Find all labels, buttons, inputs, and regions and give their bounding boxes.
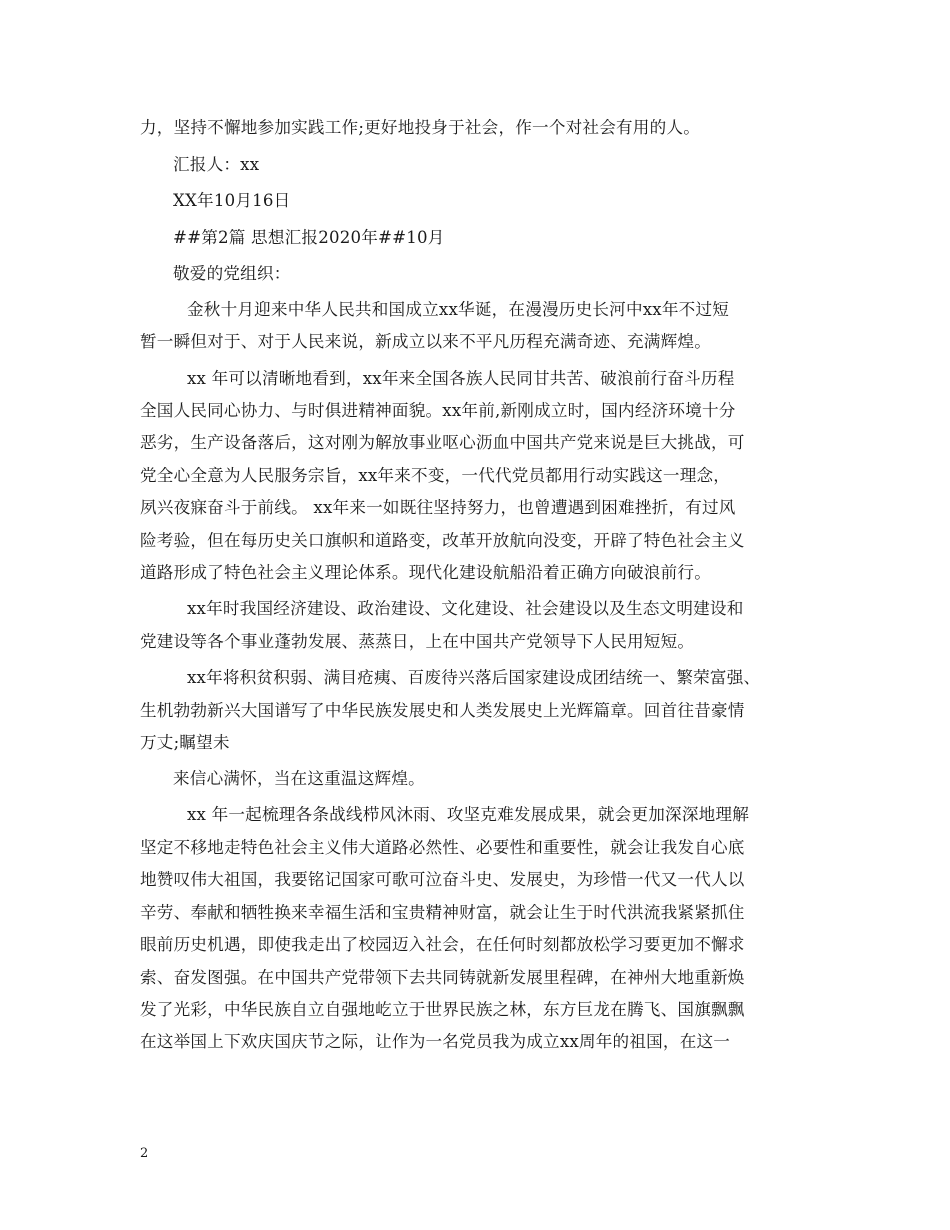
- reporter-line: 汇报人：xx: [173, 155, 260, 174]
- text-line: 险考验，但在每历史关口旗帜和道路变，改革开放航向没变，开辟了特色社会主义: [140, 531, 745, 550]
- text-line: 坚定不移地走特色社会主义伟大道路必然性、必要性和重要性，就会让我发自心底: [140, 838, 745, 857]
- text-line: xx 年可以清晰地看到，xx年来全国各族人民同甘共苦、破浪前行奋斗历程: [187, 369, 735, 388]
- text-line: 发了光彩，中华民族自立自强地屹立于世界民族之林，东方巨龙在腾飞、国旗飘飘: [140, 1000, 745, 1019]
- text-line: 力，坚持不懈地参加实践工作;更好地投身于社会，作一个对社会有用的人。: [140, 118, 700, 137]
- text-line: 暂一瞬但对于、对于人民来说，新成立以来不平凡历程充满奇迹、充满辉煌。: [140, 332, 711, 351]
- page-number: 2: [140, 1146, 149, 1161]
- text-line: 党全心全意为人民服务宗旨，xx年来不变，一代代党员都用行动实践这一理念，: [140, 466, 731, 485]
- text-line: xx年将积贫积弱、满目疮痍、百废待兴落后国家建设成团结统一、繁荣富强、: [187, 668, 761, 687]
- text-line: 全国人民同心协力、与时俱进精神面貌。xx年前,新刚成立时，国内经济环境十分: [140, 401, 736, 420]
- salutation: 敬爱的党组织：: [173, 264, 291, 283]
- section-heading: ##第2篇 思想汇报2020年##10月: [173, 228, 445, 247]
- text-line: 地赞叹伟大祖国，我要铭记国家可歌可泣奋斗史、发展史，为珍惜一代又一代人以: [140, 870, 745, 889]
- date-line: XX年10月16日: [173, 191, 291, 210]
- text-line: 金秋十月迎来中华人民共和国成立xx华诞，在漫漫历史长河中xx年不过短: [187, 300, 730, 319]
- text-line: 万丈;瞩望未: [140, 733, 230, 752]
- text-line: 在这举国上下欢庆国庆节之际，让作为一名党员我为成立xx周年的祖国，在这一: [140, 1032, 731, 1051]
- text-line: 来信心满怀，当在这重温这辉煌。: [173, 769, 425, 788]
- text-line: xx年时我国经济建设、政治建设、文化建设、社会建设以及生态文明建设和: [187, 599, 744, 618]
- text-line: 党建设等各个事业蓬勃发展、蒸蒸日，上在中国共产党领导下人民用短短。: [140, 632, 695, 651]
- text-line: xx 年一起梳理各条战线栉风沐雨、攻坚克难发展成果，就会更加深深地理解: [187, 805, 749, 824]
- text-line: 索、奋发图强。在中国共产党带领下去共同铸就新发展里程碑，在神州大地重新焕: [140, 968, 745, 987]
- text-line: 道路形成了特色社会主义理论体系。现代化建设航船沿着正确方向破浪前行。: [140, 563, 711, 582]
- text-line: 辛劳、奉献和牺牲换来幸福生活和宝贵精神财富，就会让生于时代洪流我紧紧抓住: [140, 903, 745, 922]
- text-line: 生机勃勃新兴大国谱写了中华民族发展史和人类发展史上光辉篇章。回首往昔豪情: [140, 701, 745, 720]
- text-line: 眼前历史机遇，即使我走出了校园迈入社会，在任何时刻都放松学习要更加不懈求: [140, 935, 745, 954]
- text-line: 夙兴夜寐奋斗于前线。 xx年来一如既往坚持努力，也曾遭遇到困难挫折，有过风: [140, 498, 736, 517]
- text-line: 恶劣，生产设备落后，这对刚为解放事业呕心沥血中国共产党来说是巨大挑战，可: [140, 433, 745, 452]
